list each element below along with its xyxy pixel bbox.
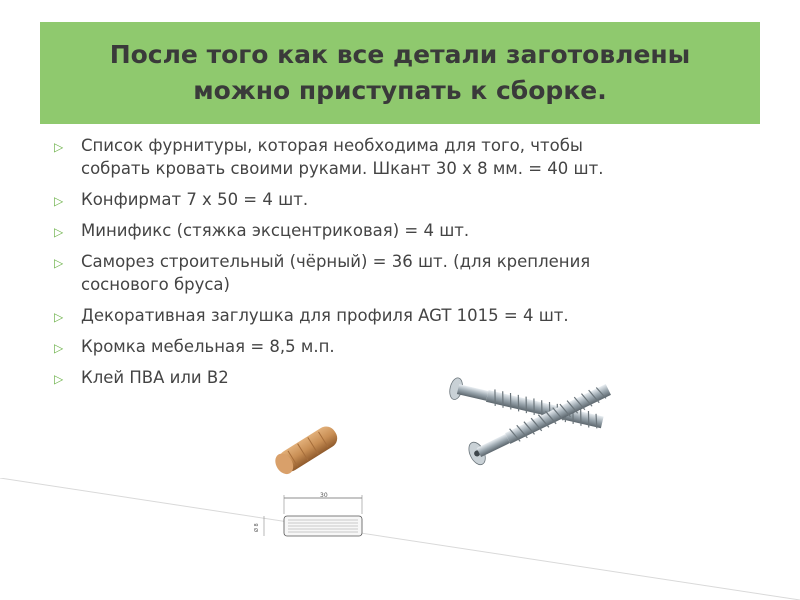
list-item-line: Саморез строительный (чёрный) = 36 шт. (для крепления: [81, 252, 591, 271]
hardware-list: [54, 134, 754, 397]
list-item-line: Конфирмат 7 х 50 = 4 шт.: [81, 190, 309, 209]
list-item: [54, 366, 754, 389]
title-banner: [40, 22, 760, 124]
slide-title-line-2: можно приступать к сборке.: [193, 76, 607, 105]
hollow-triangle-icon: ▷: [54, 140, 64, 154]
list-item-line: Клей ПВА или В2: [81, 368, 229, 387]
list-item: [54, 219, 754, 242]
drawing-diameter-label: Ø 8: [254, 523, 260, 532]
list-item: [54, 250, 754, 296]
drawing-length-label: 30: [320, 492, 328, 499]
hollow-triangle-icon: ▷: [54, 256, 64, 270]
decorative-corner-line: [0, 478, 800, 600]
slide-title-line-1: После того как все детали заготовлены: [109, 40, 691, 69]
hollow-triangle-icon: ▷: [54, 194, 64, 208]
hollow-triangle-icon: ▷: [54, 225, 64, 239]
list-item: [54, 335, 754, 358]
list-item: [54, 304, 754, 327]
list-item-line: Кромка мебельная = 8,5 м.п.: [81, 337, 335, 356]
list-item-line: Декоративная заглушка для профиля AGT 1015 = 4 шт.: [81, 306, 569, 325]
list-item-line: Минификс (стяжка эксцентриковая) = 4 шт.: [81, 221, 470, 240]
confirmat-screws-image: [440, 362, 620, 478]
list-item-line: собрать кровать своими руками. Шкант 30 х 8 мм. = 40 шт.: [81, 159, 604, 178]
dowel-technical-drawing: [250, 492, 380, 552]
hollow-triangle-icon: ▷: [54, 372, 64, 386]
hollow-triangle-icon: ▷: [54, 310, 64, 324]
list-item: [54, 188, 754, 211]
wooden-dowel-image: [268, 418, 348, 480]
list-item-line: Список фурнитуры, которая необходима для того, чтобы: [81, 136, 583, 155]
list-item: [54, 134, 754, 180]
list-item-line: соснового бруса): [81, 275, 230, 294]
hollow-triangle-icon: ▷: [54, 341, 64, 355]
